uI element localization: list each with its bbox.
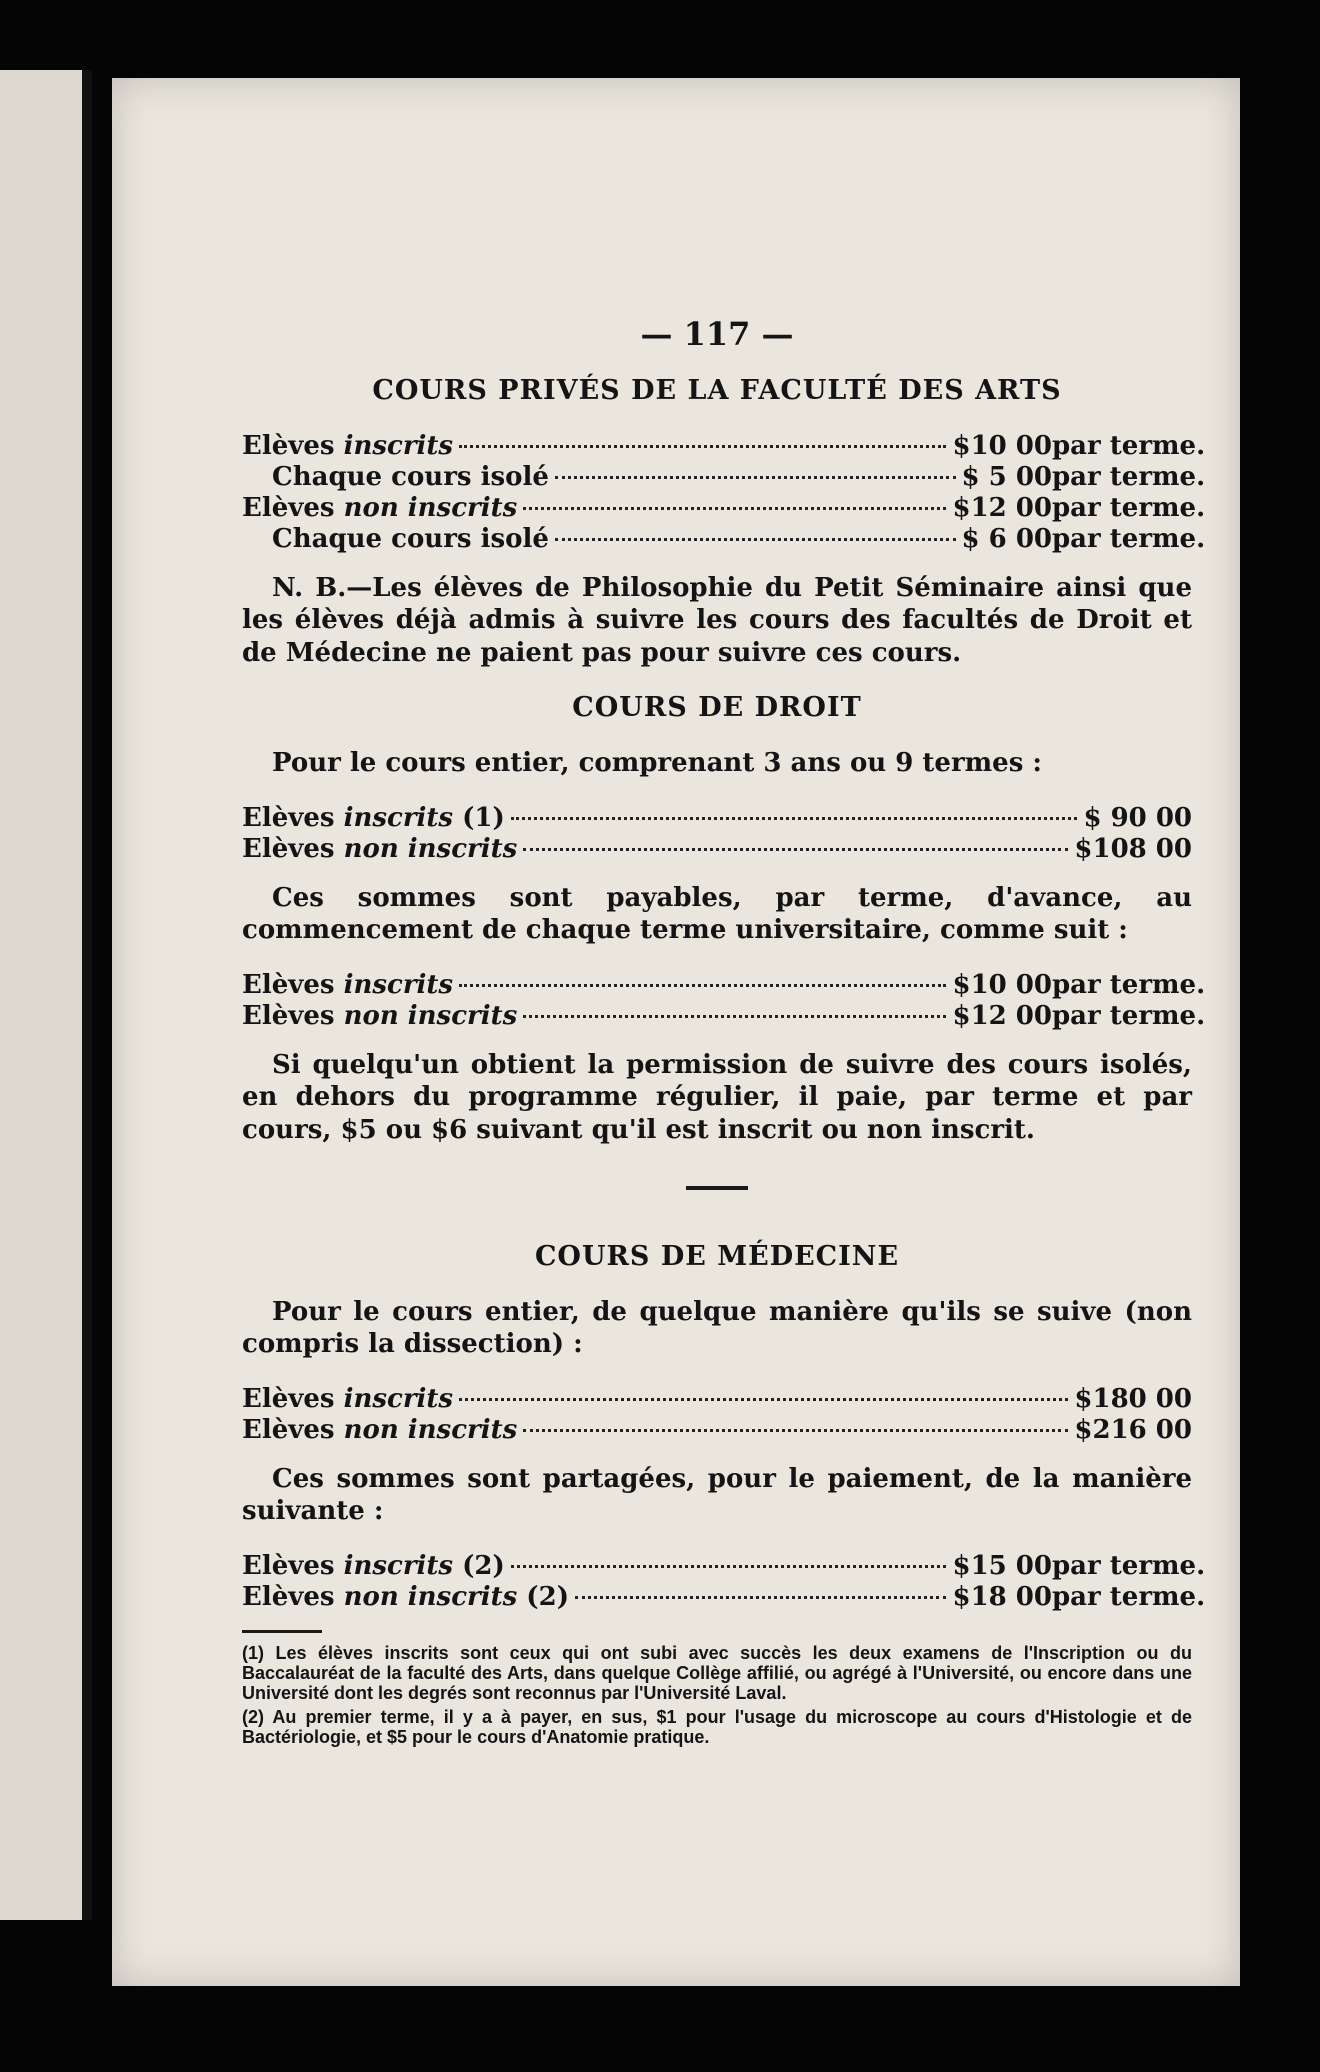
- medecine-payment-note: Ces sommes sont partagées, pour le paiement, de la manière suivante :: [242, 1463, 1192, 1527]
- fee-label: Elèves non inscrits: [242, 1000, 518, 1031]
- fee-row: [242, 1000, 1206, 1031]
- facing-page-edge: [0, 70, 92, 1920]
- fee-row: [242, 1581, 1206, 1612]
- fee-label: Elèves non inscrits (2): [242, 1581, 569, 1612]
- fee-unit: par terme.: [1052, 1000, 1206, 1031]
- fee-amount: $10 00: [952, 430, 1052, 461]
- fee-unit: par terme.: [1052, 492, 1206, 523]
- droit-heading: COURS DE DROIT: [572, 692, 862, 724]
- fee-row: [242, 1550, 1206, 1581]
- fee-row: [242, 802, 1192, 833]
- leader-dots: [523, 1015, 946, 1018]
- fee-label: Elèves inscrits: [242, 1383, 454, 1414]
- footnote-1: (1) Les élèves inscrits sont ceux qui ont subi avec succès les deux examens de l'Inscription ou du Baccalauréat de la faculté des Arts, dans quelque Collège affilié, ou agrégé à l'Université, ou encore dans une Université dont les degrés sont reconnus par l'Université Laval.: [242, 1642, 1192, 1704]
- arts-note: N. B.—Les élèves de Philosophie du Petit Séminaire ainsi que les élèves déjà admis à suivre les cours des facultés de Droit et de Médecine ne paient pas pour suivre ces cours.: [242, 572, 1192, 668]
- medecine-heading: COURS DE MÉDECINE: [534, 1241, 900, 1272]
- fee-unit: par terme.: [1052, 1550, 1206, 1581]
- leader-dots: [523, 848, 1068, 851]
- droit-term-table: [242, 969, 1206, 1031]
- fee-unit: par terme.: [1052, 430, 1206, 461]
- fee-row: [242, 523, 1206, 554]
- fee-row: [242, 430, 1206, 461]
- fee-row: [242, 1414, 1192, 1445]
- droit-isolated-note: Si quelqu'un obtient la permission de suivre des cours isolés, en dehors du programme régulier, il paie, par terme et par cours, $5 ou $6 suivant qu'il est inscrit ou non inscrit.: [242, 1049, 1192, 1145]
- arts-fee-table: [242, 430, 1206, 554]
- fee-amount: $12 00: [952, 1000, 1052, 1031]
- fee-unit: par terme.: [1052, 1581, 1206, 1612]
- fee-label: Elèves non inscrits: [242, 1414, 518, 1445]
- medecine-term-table: [242, 1550, 1206, 1612]
- leader-dots: [575, 1596, 946, 1599]
- fee-label: Elèves non inscrits: [242, 492, 518, 523]
- fee-row: [242, 833, 1192, 864]
- fee-amount: $216 00: [1074, 1414, 1192, 1445]
- fee-label: Chaque cours isolé: [272, 523, 549, 554]
- fee-amount: $15 00: [952, 1550, 1052, 1581]
- section-separator: [686, 1186, 748, 1190]
- fee-row: [242, 969, 1206, 1000]
- page-content: [242, 228, 1206, 1752]
- arts-heading: COURS PRIVÉS DE LA FACULTÉ DES ARTS: [372, 375, 1062, 406]
- droit-total-table: [242, 802, 1192, 864]
- leader-dots: [459, 1398, 1068, 1401]
- fee-amount: $180 00: [1074, 1383, 1192, 1414]
- fee-row: [242, 461, 1206, 492]
- droit-intro: Pour le cours entier, comprenant 3 ans ou 9 termes :: [272, 748, 1042, 778]
- fee-row: [242, 1383, 1192, 1414]
- fee-amount: $10 00: [952, 969, 1052, 1000]
- fee-row: [242, 492, 1206, 523]
- leader-dots: [555, 538, 956, 541]
- fee-unit: par terme.: [1052, 523, 1206, 554]
- leader-dots: [459, 984, 946, 987]
- fee-amount: $ 6 00: [961, 523, 1052, 554]
- book-page: [112, 78, 1240, 1986]
- fee-unit: par terme.: [1052, 461, 1206, 492]
- leader-dots: [511, 1565, 947, 1568]
- leader-dots: [555, 476, 956, 479]
- fee-label: Elèves inscrits: [242, 430, 454, 461]
- fee-label: Elèves inscrits (1): [242, 802, 505, 833]
- page-number: — 117 —: [640, 315, 794, 353]
- fee-amount: $ 90 00: [1083, 802, 1192, 833]
- fee-unit: par terme.: [1052, 969, 1206, 1000]
- fee-label: Chaque cours isolé: [272, 461, 549, 492]
- fee-amount: $108 00: [1074, 833, 1192, 864]
- fee-amount: $18 00: [952, 1581, 1052, 1612]
- footnote-rule: [242, 1630, 322, 1633]
- fee-amount: $ 5 00: [961, 461, 1052, 492]
- footnote-2: (2) Au premier terme, il y a à payer, en sus, $1 pour l'usage du microscope au cours d'Histologie et de Bactériologie, et $5 pour le cours d'Anatomie pratique.: [242, 1707, 1192, 1748]
- droit-payment-note: Ces sommes sont payables, par terme, d'avance, au commencement de chaque terme universitaire, comme suit :: [242, 882, 1192, 945]
- medecine-total-table: [242, 1383, 1192, 1445]
- fee-label: Elèves non inscrits: [242, 833, 518, 864]
- leader-dots: [523, 1429, 1068, 1432]
- leader-dots: [511, 817, 1078, 820]
- leader-dots: [523, 507, 946, 510]
- fee-amount: $12 00: [952, 492, 1052, 523]
- fee-label: Elèves inscrits: [242, 969, 454, 1000]
- medecine-intro: Pour le cours entier, de quelque manière qu'ils se suive (non compris la dissection) :: [242, 1296, 1192, 1360]
- leader-dots: [459, 445, 946, 448]
- fee-label: Elèves inscrits (2): [242, 1550, 505, 1581]
